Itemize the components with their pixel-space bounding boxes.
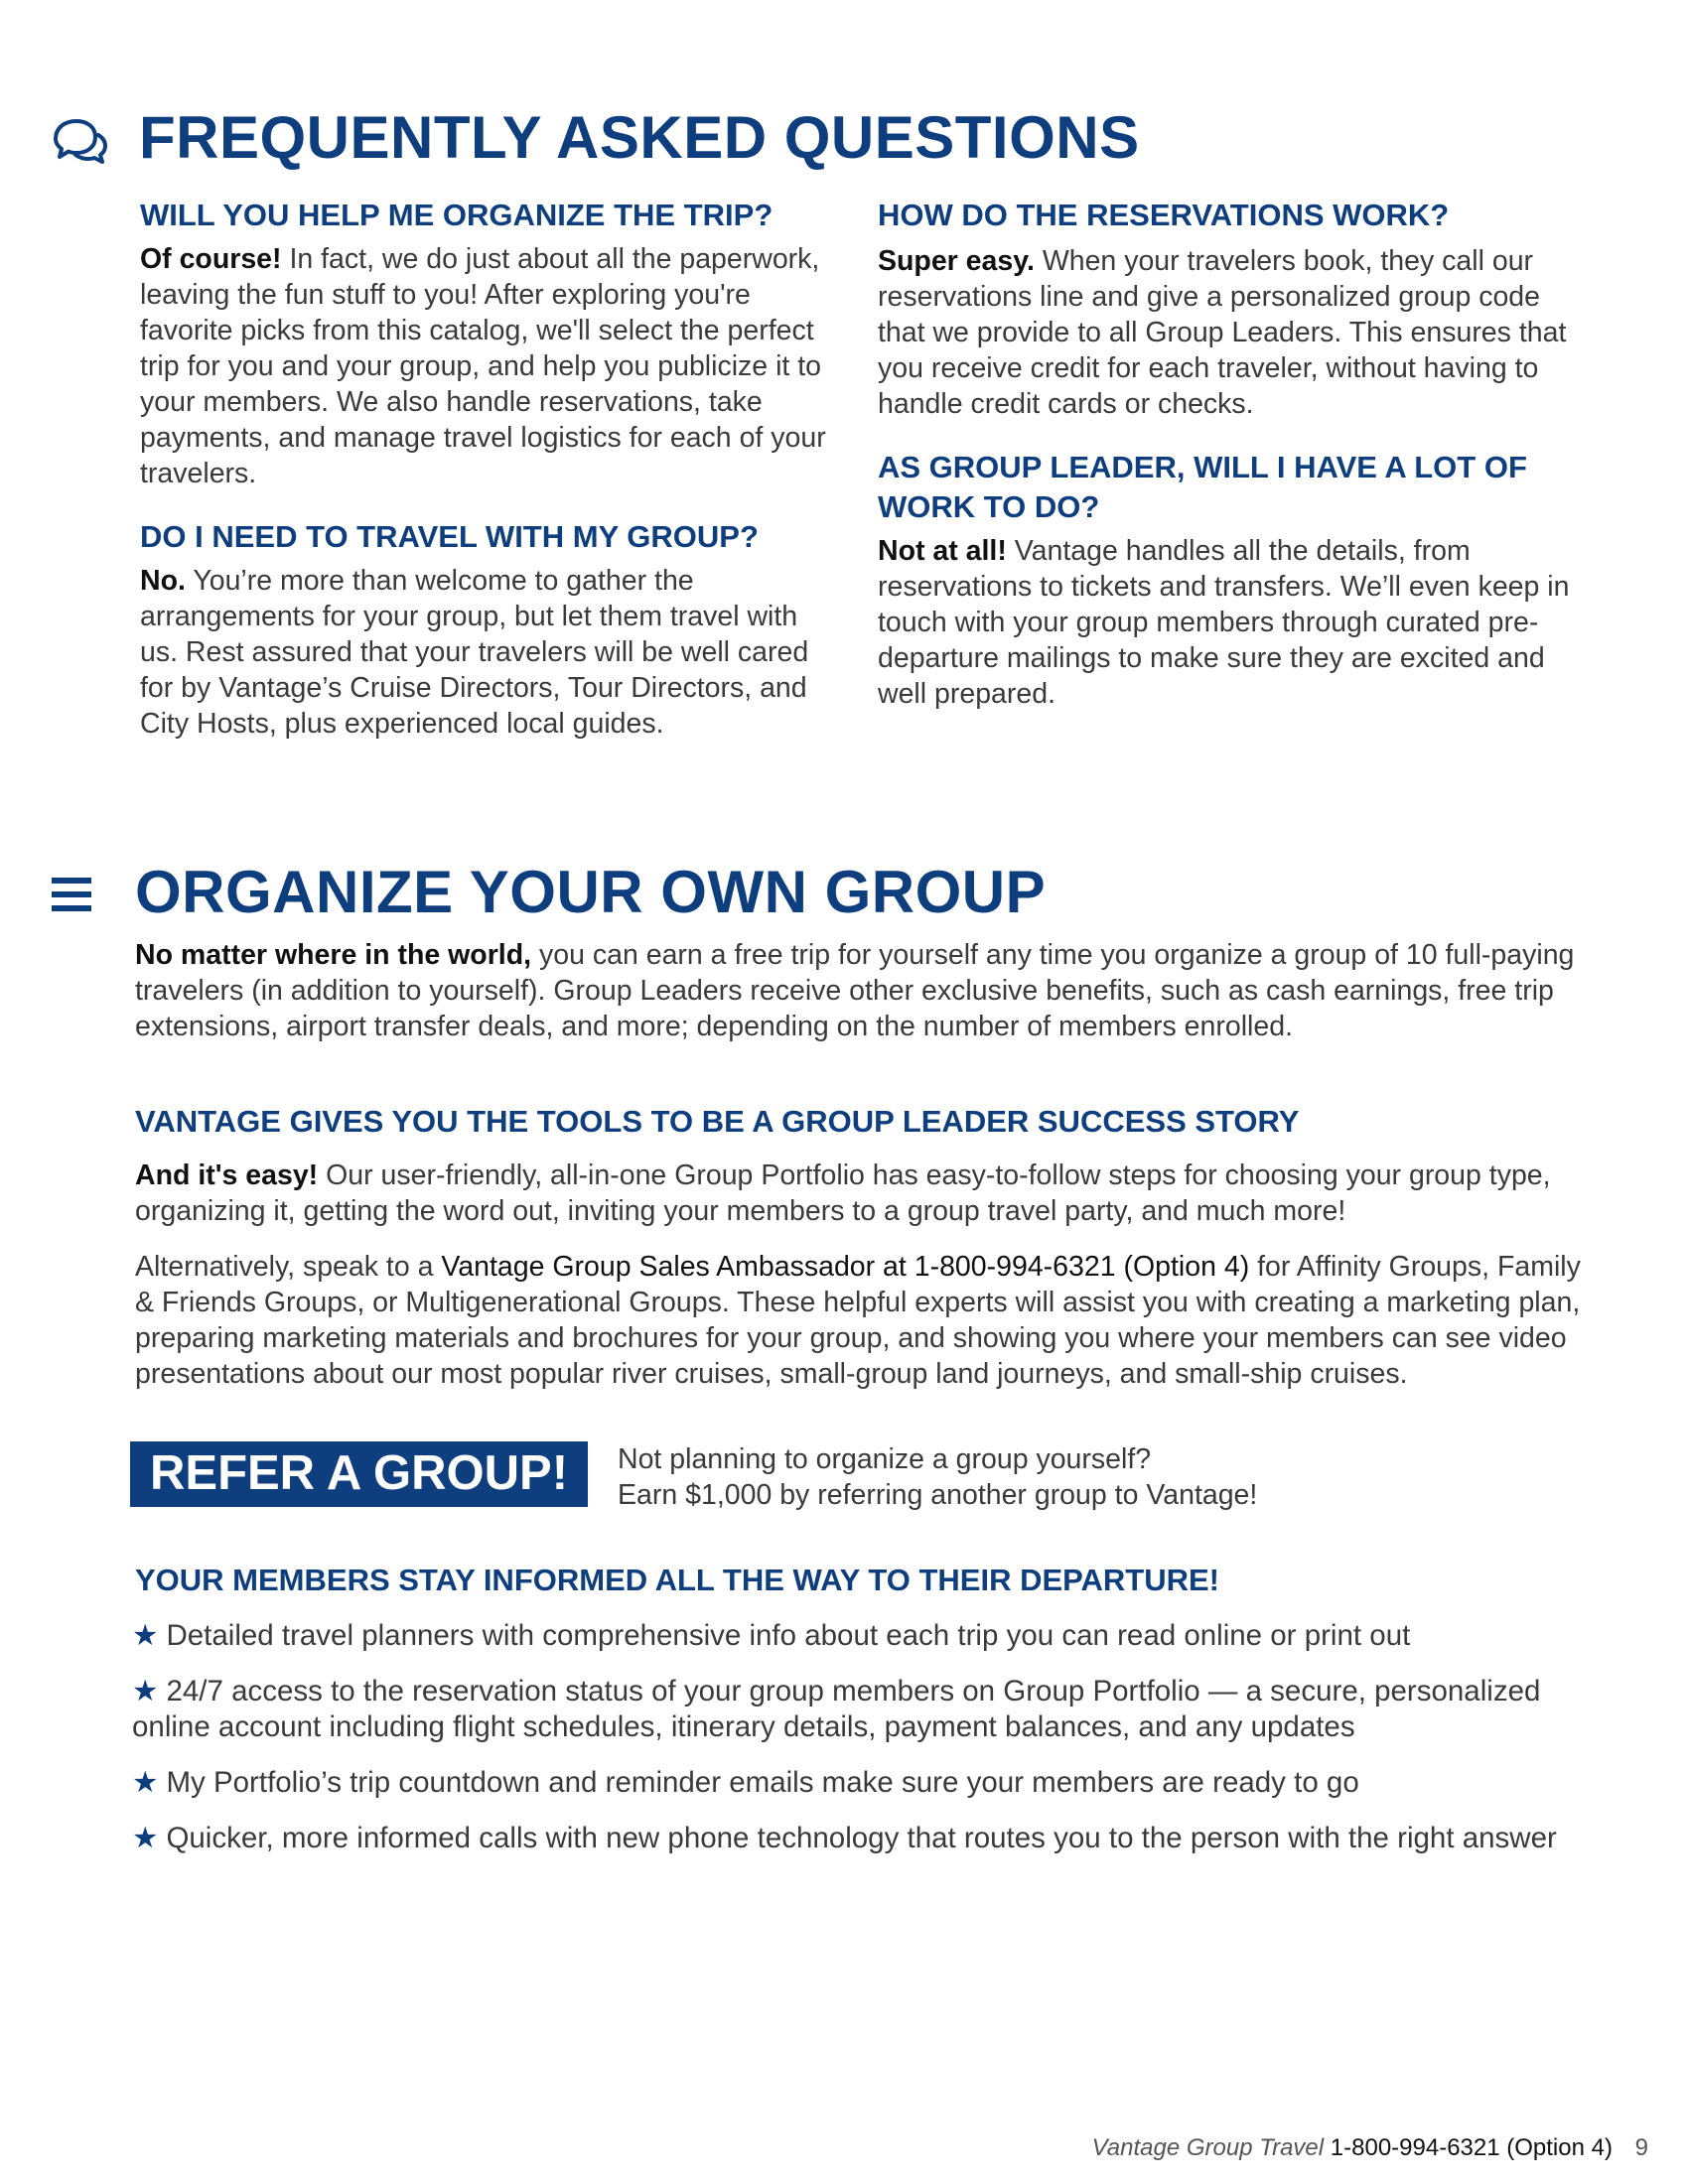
- faq-answer-text: In fact, we do just about all the paperwork, leaving the fun stuff to you! After exploring you're favorite picks from this catalog, we'll select the perfect trip for you and your group, and help you publicize it to your members. We also handle reservations, take payments, and manage travel logistics for each of your travelers.: [140, 243, 826, 489]
- faq-question: DO I NEED TO TRAVEL WITH MY GROUP?: [140, 519, 759, 554]
- list-icon: [50, 874, 93, 915]
- ambassador-text: [135, 1249, 1605, 1392]
- star-icon: ★: [132, 1766, 159, 1799]
- tools-body: Our user-friendly, all-in-one Group Portfolio has easy-to-follow steps for choosing your group type, organizing it, getting the word out, inviting your members to a group travel party, and much more!: [135, 1160, 1551, 1227]
- faq-column-left: [140, 196, 840, 742]
- list-item-text: 24/7 access to the reservation status of your group members on Group Portfolio — a secure, personalized online account including flight schedules, itinerary details, payment balances, and any updates: [132, 1675, 1541, 1743]
- faq-answer-lead: Super easy.: [878, 245, 1035, 277]
- faq-answer-lead: Not at all!: [878, 535, 1007, 567]
- list-item: [132, 1821, 1572, 1856]
- faq-question: WILL YOU HELP ME ORGANIZE THE TRIP?: [140, 198, 774, 232]
- star-icon: ★: [132, 1675, 159, 1707]
- faq-answer-text: When your travelers book, they call our reservations line and give a personalized group code that we provide to all Group Leaders. This ensures that you receive credit for each traveler, without having to handle credit cards or checks.: [878, 245, 1567, 420]
- tools-lead: And it's easy!: [135, 1160, 319, 1191]
- refer-group-badge: REFER A GROUP!: [130, 1441, 588, 1507]
- tools-text: [135, 1158, 1585, 1229]
- list-item: [132, 1674, 1572, 1745]
- faq-column-right: [878, 196, 1573, 712]
- faq-answer: [140, 241, 840, 491]
- star-icon: ★: [132, 1619, 159, 1652]
- ambassador-contact: Vantage Group Sales Ambassador at 1-800-994-6321 (Option 4): [441, 1251, 1250, 1283]
- refer-line-2: Earn $1,000 by referring another group to Vantage!: [618, 1479, 1258, 1511]
- refer-line-1: Not planning to organize a group yourself?: [618, 1443, 1152, 1475]
- page-footer: [1092, 2134, 1648, 2162]
- chat-bubbles-icon: [50, 117, 107, 165]
- faq-question: AS GROUP LEADER, WILL I HAVE A LOT OF WORK TO DO?: [878, 450, 1527, 524]
- faq-answer-text: Vantage handles all the details, from reservations to tickets and transfers. We’ll even keep in touch with your group members through curated pre-departure mailings to make sure they are excited and well prepared.: [878, 535, 1570, 710]
- footer-brand: Vantage Group Travel: [1091, 2134, 1325, 2161]
- faq-question: HOW DO THE RESERVATIONS WORK?: [878, 198, 1450, 232]
- faq-answer: [878, 243, 1573, 422]
- star-icon: ★: [132, 1822, 159, 1854]
- faq-answer-text: You’re more than welcome to gather the arrangements for your group, but let them travel with us. Rest assured that your travelers will be well cared for by Vantage’s Cruise Directors, Tour Directors, and City Hosts, plus experienced local guides.: [140, 565, 809, 740]
- list-item-text: Quicker, more informed calls with new phone technology that routes you to the person with the right answer: [166, 1822, 1557, 1854]
- faq-answer: [878, 533, 1573, 712]
- informed-list: [132, 1618, 1572, 1876]
- ambassador-post: for Affinity Groups, Family & Friends Groups, or Multigenerational Groups. These helpful experts will assist you with creating a marketing plan, preparing marketing materials and brochures for your group, and showing you where your members can see video presentations about our most popular river cruises, small-group land journeys, and small-ship cruises.: [135, 1251, 1581, 1390]
- faq-answer: [140, 563, 840, 742]
- organize-title: ORGANIZE YOUR OWN GROUP: [135, 859, 1047, 925]
- faq-answer-lead: No.: [140, 565, 186, 597]
- list-item: [132, 1618, 1572, 1654]
- list-item: [132, 1765, 1572, 1801]
- list-item-text: Detailed travel planners with comprehensive info about each trip you can read online or print out: [166, 1619, 1411, 1652]
- organize-intro: [135, 937, 1585, 1044]
- organize-intro-text: you can earn a free trip for yourself any time you organize a group of 10 full-paying travelers (in addition to yourself). Group Leaders receive other exclusive benefits, such as cash earnings, free trip extensions, airport transfer deals, and more; depending on the number of members enrolled.: [135, 939, 1575, 1042]
- informed-heading: YOUR MEMBERS STAY INFORMED ALL THE WAY TO THEIR DEPARTURE!: [135, 1563, 1219, 1597]
- organize-intro-lead: No matter where in the world,: [135, 939, 532, 971]
- page-number: 9: [1634, 2134, 1648, 2161]
- faq-title: FREQUENTLY ASKED QUESTIONS: [139, 104, 1140, 171]
- tools-heading: VANTAGE GIVES YOU THE TOOLS TO BE A GROUP LEADER SUCCESS STORY: [135, 1104, 1300, 1139]
- refer-text: [618, 1441, 1511, 1513]
- footer-phone: 1-800-994-6321 (Option 4): [1330, 2134, 1613, 2161]
- faq-answer-lead: Of course!: [140, 243, 282, 275]
- list-item-text: My Portfolio’s trip countdown and reminder emails make sure your members are ready to go: [166, 1766, 1359, 1799]
- ambassador-pre: Alternatively, speak to a: [135, 1251, 442, 1283]
